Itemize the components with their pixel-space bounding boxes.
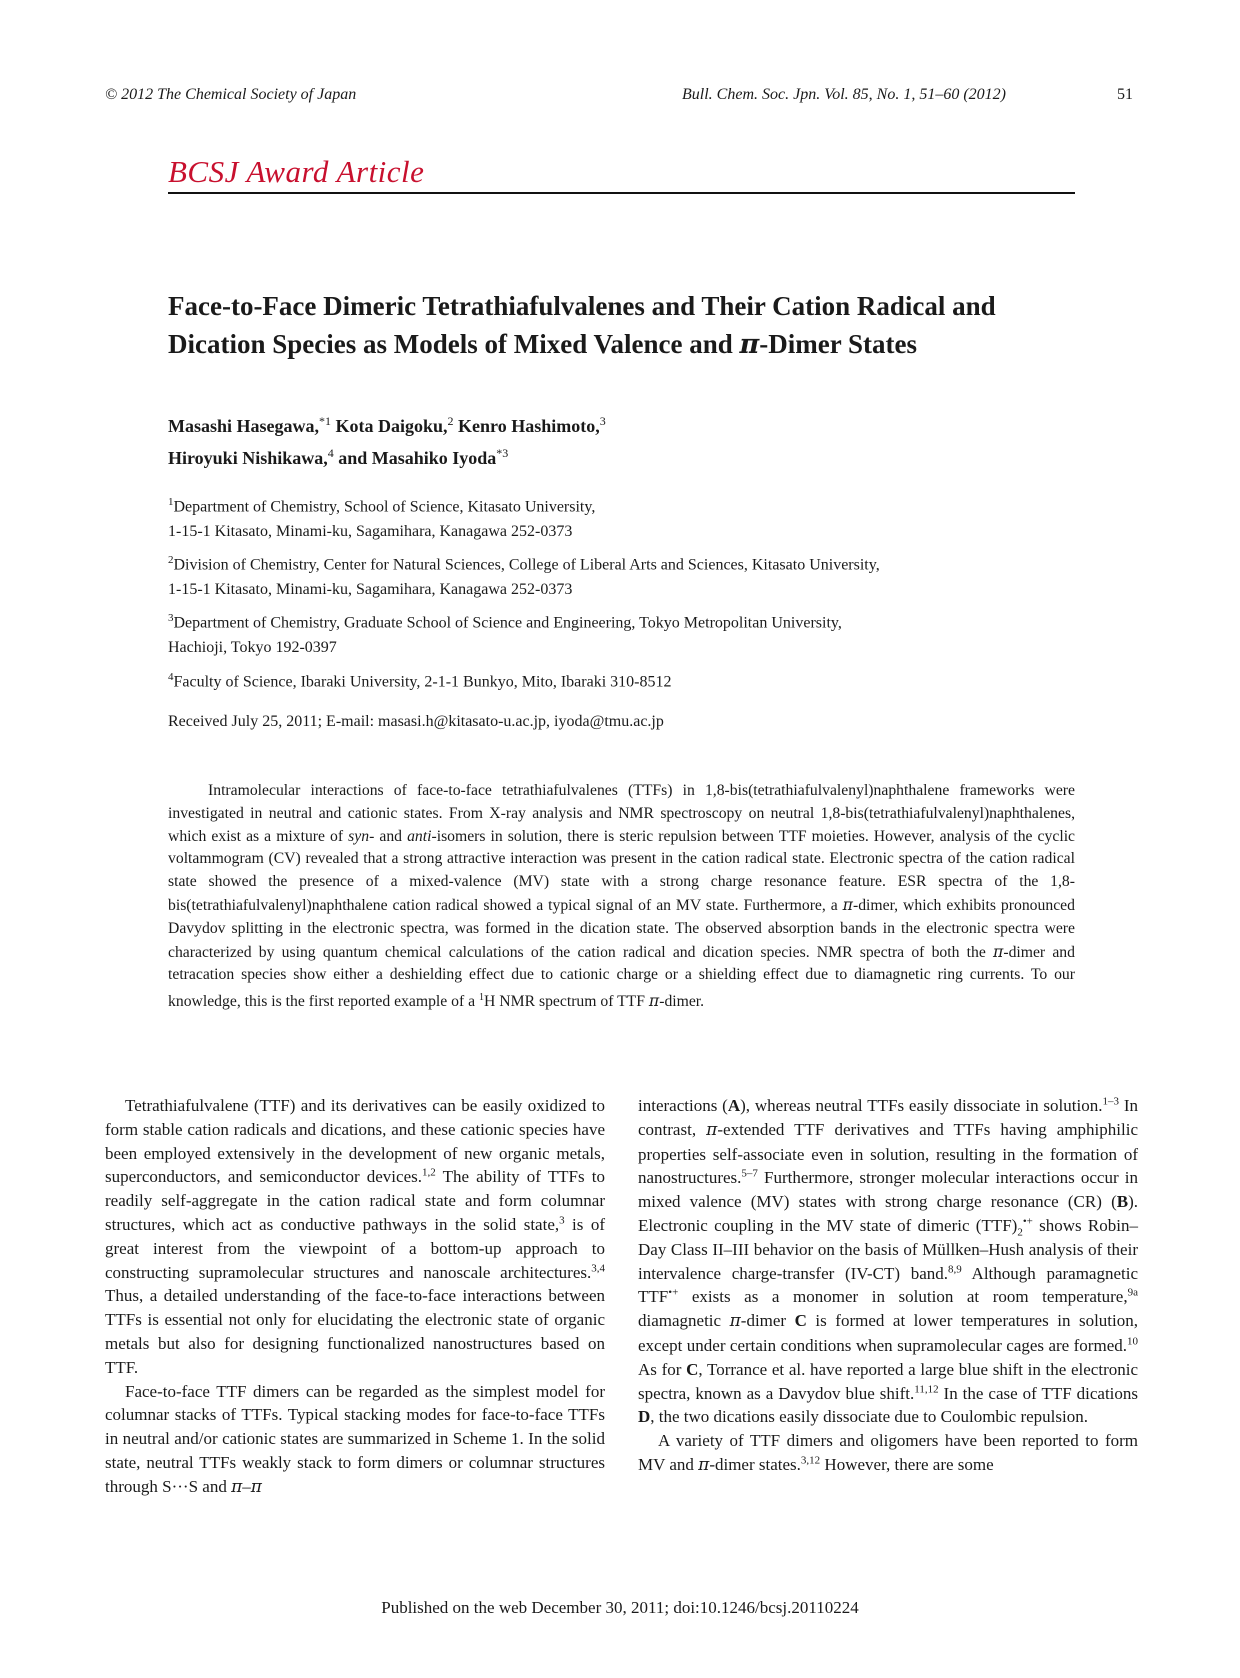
body-text: However, there are some <box>820 1454 994 1474</box>
radical-cation-mark: •+ <box>1022 1215 1033 1228</box>
body-text: is formed at lower temperatures in solution, except under certain conditions when supramolecular cages are formed. <box>638 1311 1138 1355</box>
footer-publication-info: Published on the web December 30, 2011; doi:10.1246/bcsj.20110224 <box>381 1598 859 1617</box>
abstract-text: H NMR spectrum of TTF <box>484 993 649 1011</box>
author-name: Masashi Hasegawa, <box>168 416 320 436</box>
author-affil-mark: *1 <box>319 414 332 428</box>
reference-mark: 1–3 <box>1102 1095 1119 1108</box>
header-page-number: 51 <box>1117 86 1133 103</box>
reference-mark: 3,4 <box>591 1261 605 1274</box>
reference-mark: 3 <box>559 1214 565 1227</box>
pi-symbol: π <box>648 991 660 1011</box>
abstract <box>168 780 1075 1014</box>
body-paragraph <box>105 1094 605 1380</box>
pi-symbol: π <box>250 1476 262 1497</box>
body-text: ). Electronic coupling in the MV state of dimeric (TTF) <box>638 1192 1138 1235</box>
affiliation-2 <box>168 548 1108 602</box>
abstract-text: -dimer and tetracation species show either a deshielding effect due to cationic charge or a shielding effect due to diamagnetic ring currents. To our knowledge, this is the first reported example of a <box>168 943 1075 1011</box>
body-text: In the case of TTF dications <box>938 1383 1139 1403</box>
affiliation-line: Department of Chemistry, School of Science, Kitasato University, <box>173 498 596 516</box>
reference-mark: 11,12 <box>914 1382 939 1395</box>
author-affil-mark: 4 <box>327 446 334 460</box>
affiliation-line: Hachioji, Tokyo 192-0397 <box>168 639 337 657</box>
body-text: As for <box>638 1359 687 1379</box>
body-text: diamagnetic <box>638 1311 730 1331</box>
body-text: – <box>242 1476 251 1496</box>
pi-symbol: π <box>698 1454 710 1475</box>
body-paragraph <box>638 1094 1138 1429</box>
body-text: ), whereas neutral TTFs easily dissociate in solution. <box>740 1096 1103 1115</box>
isotope-superscript: 1 <box>479 992 485 1004</box>
title-line-2b: -Dimer States <box>759 329 917 359</box>
abstract-italic-syn: syn <box>348 827 370 845</box>
abstract-paragraph <box>168 780 1075 1014</box>
affiliation-4 <box>168 665 1108 694</box>
affiliation-line: 1-15-1 Kitasato, Minami-ku, Sagamihara, Kanagawa 252-0373 <box>168 581 573 599</box>
body-paragraph <box>105 1380 605 1500</box>
scheme-label-D: D <box>638 1407 651 1427</box>
reference-mark: 9a <box>1127 1286 1138 1299</box>
reference-mark: 1,2 <box>421 1166 436 1179</box>
affiliation-line: Division of Chemistry, Center for Natural Sciences, College of Liberal Arts and Sciences, Kitasato University, <box>173 556 880 574</box>
body-text: Tetrathiafulvalene (TTF) and its derivatives can be easily oxidized to form stable cation radicals and dications, and these cationic species have been employed extensively in the development of new organic metals, superconductors, and semiconductor devices. <box>105 1096 605 1187</box>
radical-cation-mark: •+ <box>668 1286 679 1299</box>
pi-symbol: π <box>706 1119 718 1140</box>
body-text: shows Robin–Day Class II–III behavior on the basis of Müllken–Hush analysis of their intervalence charge-transfer (IV-CT) band. <box>638 1215 1138 1283</box>
pi-symbol: π <box>729 1311 741 1332</box>
scheme-label-C: C <box>794 1311 807 1331</box>
body-paragraph <box>638 1429 1138 1478</box>
author-name: Hiroyuki Nishikawa, <box>168 448 328 468</box>
reference-mark: 8,9 <box>948 1262 962 1275</box>
scheme-label-C: C <box>686 1359 699 1379</box>
affiliation-line: Department of Chemistry, Graduate School of Science and Engineering, Tokyo Metropolitan University, <box>173 614 842 632</box>
affiliation-line: 1-15-1 Kitasato, Minami-ku, Sagamihara, Kanagawa 252-0373 <box>168 523 573 541</box>
body-text: Although paramagnetic TTF <box>638 1263 1138 1307</box>
body-text: , the two dications easily dissociate due to Coulombic repulsion. <box>650 1407 1088 1427</box>
title-pi-symbol: π <box>739 329 760 360</box>
pi-symbol: π <box>231 1476 243 1497</box>
abstract-text: -dimer. <box>659 993 705 1011</box>
body-text: , Torrance et al. have reported a large blue shift in the electronic spectra, known as a Davydov blue shift. <box>638 1359 1139 1403</box>
section-rule <box>168 192 1075 194</box>
affiliation-3 <box>168 606 1108 660</box>
author-name: Kenro Hashimoto, <box>453 416 600 436</box>
author-name: and Masahiko Iyoda <box>333 448 497 468</box>
body-column-left <box>105 1094 605 1500</box>
author-name: Kota Daigoku, <box>331 416 448 436</box>
body-text: is of great interest from the viewpoint of a bottom-up approach to constructing supramolecular structures and nanoscale architectures. <box>105 1214 605 1282</box>
body-text: -dimer <box>740 1311 795 1331</box>
scheme-label-A: A <box>727 1096 741 1115</box>
affiliation-1 <box>168 490 1108 544</box>
body-text: A variety of TTF dimers and oligomers have been reported to form MV and <box>638 1431 1138 1474</box>
body-text: -extended TTF derivatives and TTFs having amphiphilic properties self-associate even in solution, resulting in the formation of nanostructures. <box>638 1119 1138 1188</box>
title-line-1: Face-to-Face Dimeric Tetrathiafulvalenes and Their Cation Radical and <box>168 291 996 321</box>
reference-mark: 10 <box>1127 1335 1138 1348</box>
abstract-text: -isomers in solution, there is steric repulsion between TTF moieties. However, analysis of the cyclic voltammogram (CV) revealed that a strong attractive interaction was present in the cation radical state. Electronic spectra of the cation radical state showed the presence of a mixed-valence (MV) state with a strong charge resonance feature. ESR spectra of the 1,8-bis(tetrathiafulvalenyl)naphthalene cation radical showed a typical signal of an MV state. Furthermore, a <box>168 827 1076 914</box>
reference-mark: 3,12 <box>800 1454 821 1467</box>
title-line-2a: Dication Species as Models of Mixed Valence and <box>168 329 740 359</box>
author-affil-mark: *3 <box>496 446 509 460</box>
abstract-text: Intramolecular interactions of face-to-face tetrathiafulvalenes (TTFs) in 1,8-bis(tetrathiafulvalenyl)naphthalene frameworks were investigated in neutral and cationic states. From X-ray analysis and NMR spectroscopy on neutral 1,8-bis(tetrathiafulvalenyl)naphthalenes, which exist as a mixture of <box>168 782 1075 845</box>
article-title <box>168 287 1088 364</box>
abstract-text: -dimer, which exhibits pronounced Davydov splitting in the electronic spectra, was formed in the dication state. The observed absorption bands in the electronic spectra were characterized by using quantum chemical calculations of the cation radical and dication species. NMR spectra of both the <box>168 896 1075 961</box>
abstract-text: - and <box>369 827 408 845</box>
body-text: exists as a monomer in solution at room temperature, <box>678 1287 1128 1307</box>
affiliation-number: 1 <box>168 496 174 508</box>
affiliation-number: 4 <box>168 671 174 683</box>
body-text: The ability of TTFs to readily self-aggregate in the cation radical state and form columnar structures, which act as conductive pathways in the solid state, <box>105 1167 605 1234</box>
received-and-email: Received July 25, 2011; E-mail: masasi.h@kitasato-u.ac.jp, iyoda@tmu.ac.jp <box>168 713 664 730</box>
section-label: BCSJ Award Article <box>168 154 425 189</box>
affiliation-number: 2 <box>168 554 174 566</box>
body-column-right <box>638 1094 1138 1478</box>
body-text: Furthermore, stronger molecular interactions occur in mixed valence (MV) states with strong charge resonance (CR) ( <box>638 1168 1138 1212</box>
author-affil-mark: 2 <box>447 414 454 428</box>
body-text: In contrast, <box>638 1096 1138 1139</box>
affiliation-line: Faculty of Science, Ibaraki University, 2-1-1 Bunkyo, Mito, Ibaraki 310-8512 <box>173 673 672 691</box>
author-affil-mark: 3 <box>599 414 606 428</box>
body-text: Thus, a detailed understanding of the face-to-face interactions between TTFs is essential not only for elucidating the electronic state of organic metals but also for designing functionalized nanostructures based on TTF. <box>105 1286 605 1377</box>
affiliation-number: 3 <box>168 612 174 624</box>
header-journal-citation: Bull. Chem. Soc. Jpn. Vol. 85, No. 1, 51–60 (2012) <box>682 86 1006 103</box>
subscript-2: 2 <box>1017 1226 1023 1239</box>
author-list <box>168 408 1068 472</box>
body-text: Face-to-face TTF dimers can be regarded as the simplest model for columnar stacks of TTFs. Typical stacking modes for face-to-face TTFs in neutral and/or cationic states are summarized in Scheme 1. In the solid state, neutral TTFs weakly stack to form dimers or columnar structures through S···S and <box>105 1381 605 1496</box>
pi-symbol: π <box>842 894 853 914</box>
pi-symbol: π <box>993 941 1004 961</box>
header-copyright: © 2012 The Chemical Society of Japan <box>105 86 357 103</box>
body-text: -dimer states. <box>709 1454 801 1474</box>
scheme-label-B: B <box>1116 1192 1129 1212</box>
abstract-italic-anti: anti <box>407 827 432 845</box>
reference-mark: 5–7 <box>741 1167 758 1180</box>
body-text: interactions ( <box>638 1096 728 1115</box>
